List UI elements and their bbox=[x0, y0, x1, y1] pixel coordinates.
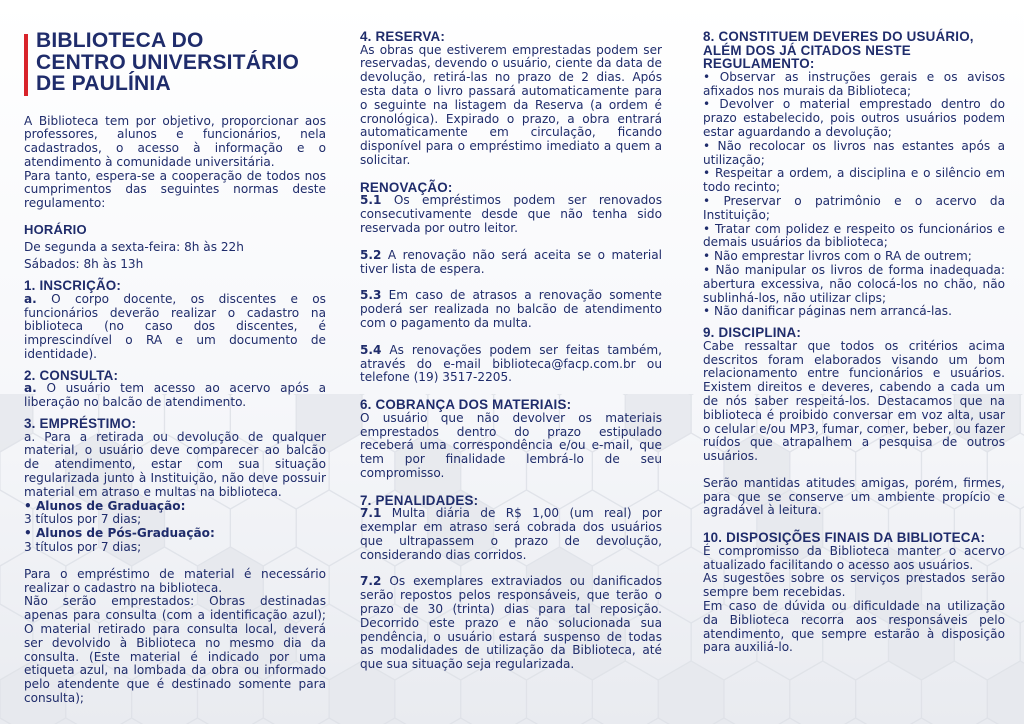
hexagon-shape bbox=[230, 718, 296, 724]
disciplina-text: Cabe ressaltar que todos os critérios acima descritos foram elaborados visando um bom relacionamento entre funcionários e usuários. Existem direitos e deveres, cabendo a cada um de nós saber respeitá-los. Destacamos que na biblioteca é proibido conversar em voz alta, usar o celular e/ou MP3, fumar, comer, beber, ou fazer ruídos que atrapalhem a pesquisa de outros usuários. bbox=[703, 338, 1005, 464]
hexagon-shape bbox=[99, 718, 165, 724]
disciplina-heading: 9. DISCIPLINA: bbox=[703, 325, 802, 341]
renovacao-body: Os empréstimos podem ser renovados consecutivamente desde que não tenha sido reservada por outro leitor. bbox=[360, 193, 662, 235]
inscricao-heading: 1. INSCRIÇÃO: bbox=[24, 278, 122, 294]
reserva-heading: 4. RESERVA: bbox=[360, 29, 446, 44]
hexagon-shape bbox=[987, 661, 1024, 724]
hexagon-shape bbox=[790, 661, 856, 724]
renovacao-num: 5.4 bbox=[360, 342, 382, 357]
page-title bbox=[36, 30, 326, 95]
column-left bbox=[24, 30, 326, 706]
emprestimo-text: a. Para a retirada ou devolução de qualquer material, o usuário deve comparecer ao balcão de atendimento, estar com sua situação regularizada junto à Instituição, não deve possuir material em atraso e multas na biblioteca. bbox=[24, 429, 326, 499]
penalidade-item bbox=[360, 507, 662, 562]
inscricao-body: O corpo docente, os discentes e os funcionários deverão realizar o cadastro na biblioteca (no caso dos discentes, é imprescindível o RA e um documento de identidade). bbox=[24, 291, 326, 362]
penalidade-item bbox=[360, 575, 662, 672]
disposicoes-text-3: Em caso de dúvida ou dificuldade na utilização da Biblioteca recorra aos responsáveis pelo atendimento, que sempre estarão à disposição para auxiliá-lo. bbox=[703, 599, 1005, 655]
title-line-1: BIBLIOTECA DO bbox=[36, 29, 204, 52]
title-block bbox=[24, 30, 326, 95]
penalidade-body: Os exemplares extraviados ou danificados serão repostos pelos responsáveis, que terão o prazo de 30 (trinta) dias para tal reposição. Decorrido este prazo e não solucionada sua pendência, o usuário estará suspenso de todas as modalidades de utilização da Biblioteca, até que sua situação seja regularizada. bbox=[360, 574, 662, 672]
penalidades-heading: 7. PENALIDADES: bbox=[360, 492, 479, 508]
pos-graduacao-label: • Alunos de Pós-Graduação: bbox=[24, 526, 215, 541]
title-line-3: DE PAULÍNIA bbox=[36, 72, 171, 95]
intro-paragraph: A Biblioteca tem por objetivo, proporcionar aos professores, alunos e funcionários, nela cadastrados, o acesso à informação e o atendimento à comunidade universitária. bbox=[24, 113, 326, 169]
deveres-heading: 8. CONSTITUEM DEVERES DO USUÁRIO, ALÉM DOS JÁ CITADOS NESTE REGULAMENTO: bbox=[703, 29, 974, 72]
dever-item: • Não recolocar os livros nas estantes após a utilização; bbox=[703, 138, 1005, 167]
penalidade-body: Multa diária de R$ 1,00 (um real) por exemplar em atraso será cobrada dos usuários que ultrapassem o prazo de devolução, considerando dias corridos. bbox=[360, 506, 662, 562]
dever-item: • Não danificar páginas nem arrancá-las. bbox=[703, 304, 952, 319]
dever-item: • Devolver o material emprestado dentro do prazo estabelecido, pois outros usuários podem estar aguardando a devolução; bbox=[703, 97, 1005, 139]
reserva-text: As obras que estiverem emprestadas podem ser reservadas, devendo o usuário, ciente da data de devolução, retirá-las no prazo de 2 dias. Após esta data o livro passará automaticamente para o seguinte na listagem da Reserva (a ordem é cronológica). Expirado o prazo, a obra entrará automaticamente em circulação, ficando disponível para o empréstimo imediato a quem a solicitar. bbox=[360, 42, 662, 167]
hexagon-shape bbox=[1020, 394, 1024, 452]
cadastro-text: Para o empréstimo de material é necessário realizar o cadastro na biblioteca. bbox=[24, 566, 326, 595]
dever-item: • Observar as instruções gerais e os avisos afixados nos murais da Biblioteca; bbox=[703, 69, 1005, 98]
renovacao-body: A renovação não será aceita se o material tiver lista de espera. bbox=[360, 247, 662, 276]
atitudes-text: Serão mantidas atitudes amigas, porém, firmes, para que se conserve um ambiente propício e agradável à leitura. bbox=[703, 475, 1005, 518]
hexagon-shape bbox=[823, 718, 889, 724]
horario-heading: HORÁRIO bbox=[24, 222, 87, 238]
hexagon-shape bbox=[165, 718, 231, 724]
graduacao-text: 3 títulos por 7 dias; bbox=[24, 512, 142, 527]
disposicoes-heading: 10. DISPOSIÇÕES FINAIS DA BIBLIOTECA: bbox=[703, 530, 986, 546]
hexagon-shape bbox=[889, 718, 955, 724]
hexagon-shape bbox=[560, 718, 626, 724]
inscricao-label: a. bbox=[24, 291, 37, 306]
consulta-text bbox=[24, 382, 326, 410]
disposicoes-text-1: É compromisso da Biblioteca manter o acervo atualizado facilitando o acesso aos usuários. bbox=[703, 543, 1005, 572]
hexagon-shape bbox=[658, 661, 724, 724]
renovacao-body: As renovações podem ser feitas também, através do e-mail biblioteca@facp.com.br ou telefone (19) 3517-2205. bbox=[360, 342, 662, 385]
dever-item: • Tratar com polidez e respeito os funcionários e demais usuários da biblioteca; bbox=[703, 221, 1005, 250]
graduacao-label: • Alunos de Graduação: bbox=[24, 498, 186, 513]
consulta-label: a. bbox=[24, 381, 37, 396]
renovacao-item bbox=[360, 344, 662, 385]
renovacao-item bbox=[360, 289, 662, 330]
cobranca-heading: 6. COBRANÇA DOS MATERIAIS: bbox=[360, 397, 572, 413]
column-middle bbox=[360, 30, 662, 672]
renovacao-heading: RENOVAÇÃO: bbox=[360, 179, 453, 195]
pos-graduacao-text: 3 títulos por 7 dias; bbox=[24, 540, 142, 554]
renovacao-body: Em caso de atrasos a renovação somente poderá ser realizada no balcão de atendimento com o pagamento da multa. bbox=[360, 288, 662, 330]
renovacao-item bbox=[360, 249, 662, 277]
consulta-heading: 2. CONSULTA: bbox=[24, 367, 119, 383]
penalidade-num: 7.2 bbox=[360, 574, 382, 589]
hexagon-shape bbox=[494, 718, 560, 724]
dever-item: • Não emprestar livros com o RA de outrem; bbox=[703, 249, 972, 264]
title-accent-bar bbox=[24, 34, 28, 96]
column-right bbox=[703, 30, 1005, 655]
dever-item: • Não manipular os livros de forma inadequada: abertura excessiva, não colocá-los no chão, não sublinhá-los, não utilizar clips; bbox=[703, 262, 1005, 305]
hexagon-shape bbox=[724, 661, 790, 724]
renovacao-num: 5.2 bbox=[360, 247, 382, 262]
hexagon-shape bbox=[1020, 490, 1024, 566]
horario-saturday: Sábados: 8h às 13h bbox=[24, 257, 144, 272]
title-line-2: CENTRO UNIVERSITÁRIO bbox=[36, 50, 300, 74]
dever-item: • Respeitar a ordem, a disciplina e o silêncio em todo recinto; bbox=[703, 166, 1005, 195]
hexagon-shape bbox=[428, 718, 494, 724]
renovacao-num: 5.1 bbox=[360, 193, 382, 208]
nao-emprestados-text: Não serão emprestados: Obras destinadas apenas para consulta (com a identificação azul); O material retirado para consulta local, deverá ser devolvido à Biblioteca no mesmo dia da consulta. (Este material é indicado por uma etiqueta azul, na lombada da obra ou informado pelo atendente que é destinado somente para consulta); bbox=[24, 594, 326, 705]
disposicoes-text-2: As sugestões sobre os serviços prestados serão sempre bem recebidas. bbox=[703, 571, 1005, 600]
renovacao-item bbox=[360, 194, 662, 235]
horario-weekdays: De segunda a sexta-feira: 8h às 22h bbox=[24, 239, 244, 254]
penalidade-num: 7.1 bbox=[360, 506, 382, 521]
emprestimo-heading: 3. EMPRÉSTIMO: bbox=[24, 416, 137, 432]
hexagon-shape bbox=[757, 718, 823, 724]
intro-paragraph-2: Para tanto, espera-se a cooperação de todos nos cumprimentos das seguintes normas deste regulamento: bbox=[24, 168, 326, 211]
dever-item: • Preservar o patrimônio e o acervo da Instituição; bbox=[703, 193, 1005, 222]
consulta-body: O usuário tem acesso ao acervo após a liberação no balcão de atendimento. bbox=[24, 381, 326, 410]
inscricao-text bbox=[24, 293, 326, 362]
cobranca-text: O usuário que não devolver os materiais emprestados dentro do prazo estipulado receberá uma correspondência e/ou e-mail, que tem por finalidade lembrá-lo de seu compromisso. bbox=[360, 410, 662, 480]
renovacao-num: 5.3 bbox=[360, 288, 382, 303]
